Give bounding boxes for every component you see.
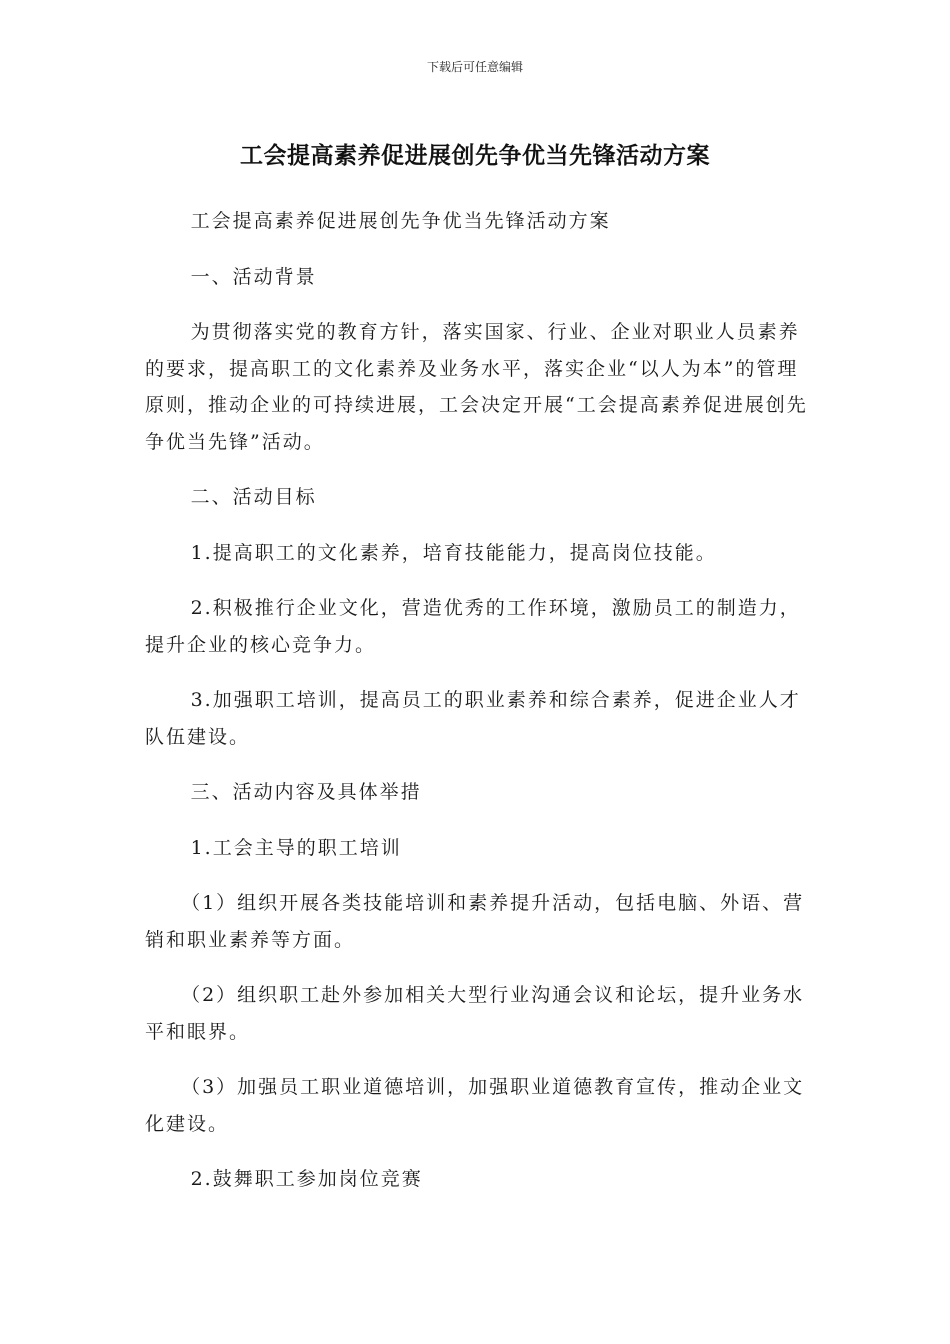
goal-item-2: 2.积极推行企业文化，营造优秀的工作环境，激励员工的制造力，提升企业的核心竞争力。: [145, 597, 801, 656]
content-subitem-3: （3）加强员工职业道德培训，加强职业道德教育宣传，推动企业文化建设。: [145, 1076, 805, 1135]
paragraph-background: 为贯彻落实党的教育方针，落实国家、行业、企业对职业人员素养的要求，提高职工的文化素养及业务水平，落实企业“以人为本”的管理原则，推动企业的可持续进展，工会决定开展“工会提高素养促进展创先争优当先锋”活动。: [145, 321, 808, 453]
document-body: [145, 203, 810, 1217]
content-item-1: 1.工会主导的职工培训: [190, 836, 402, 859]
document-title: 工会提高素养促进展创先争优当先锋活动方案: [240, 143, 710, 169]
page-header-note: 下载后可任意编辑: [426, 60, 523, 74]
content-subitem-2: （2）组织职工赴外参加相关大型行业沟通会议和论坛，提升业务水平和眼界。: [145, 984, 805, 1043]
section-heading-background: 一、活动背景: [190, 265, 317, 288]
content-subitem-1: （1）组织开展各类技能培训和素养提升活动，包括电脑、外语、营销和职业素养等方面。: [145, 892, 805, 951]
paragraph-subtitle: 工会提高素养促进展创先争优当先锋活动方案: [190, 210, 611, 232]
content-item-2: 2.鼓舞职工参加岗位竞赛: [190, 1168, 423, 1190]
section-heading-goals: 二、活动目标: [190, 486, 317, 508]
goal-item-1: 1.提高职工的文化素养，培育技能能力，提高岗位技能。: [190, 541, 717, 564]
goal-item-3: 3.加强职工培训，提高员工的职业素养和综合素养，促进企业人才队伍建设。: [145, 689, 801, 748]
section-heading-content: 三、活动内容及具体举措: [190, 781, 422, 803]
